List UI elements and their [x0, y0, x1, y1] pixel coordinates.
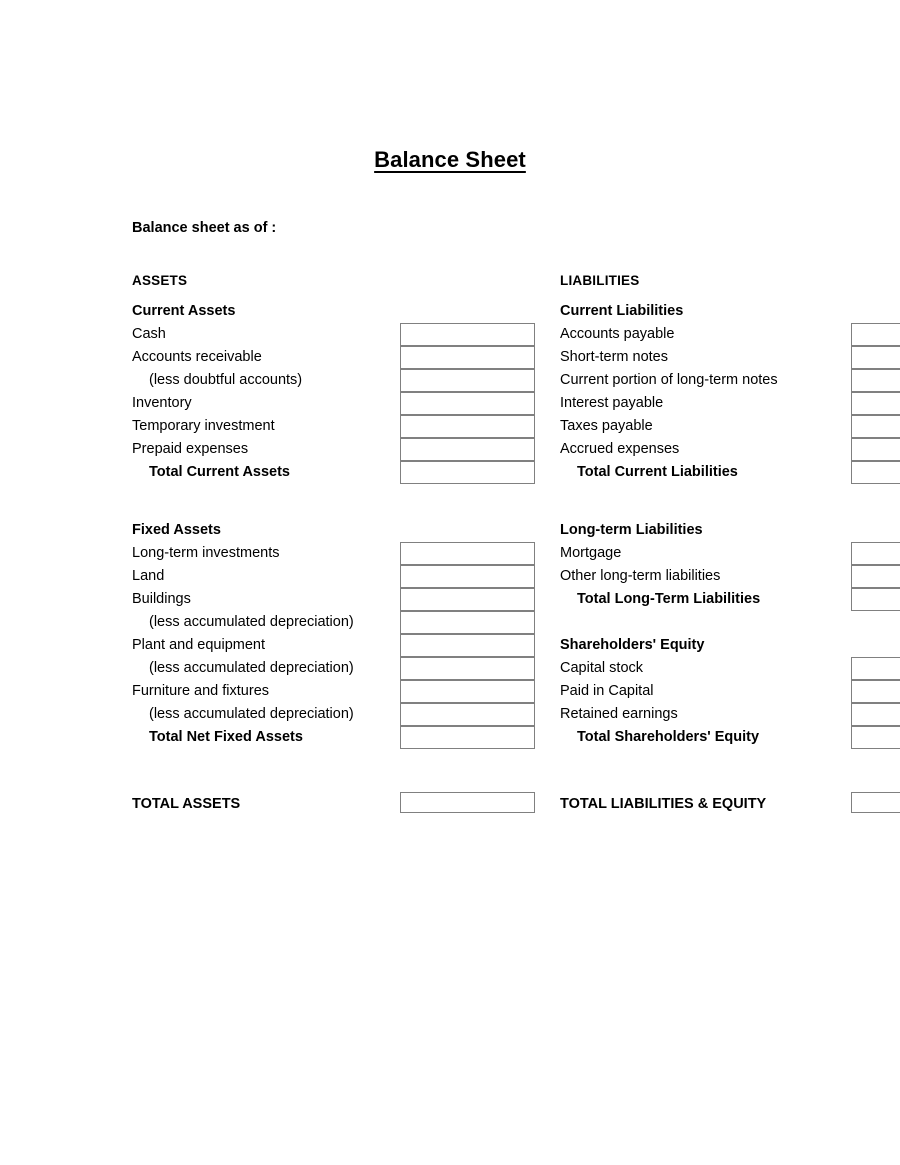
- amount-input-box[interactable]: [400, 680, 535, 703]
- amount-input-box[interactable]: [400, 588, 535, 611]
- amount-input-box[interactable]: [851, 392, 900, 415]
- section-heading-long-term-liabilities: Long-term Liabilities: [560, 522, 703, 538]
- amount-input-box[interactable]: [851, 438, 900, 461]
- amount-input-box[interactable]: [851, 792, 900, 813]
- amount-input-box[interactable]: [400, 461, 535, 484]
- assets-column-header: ASSETS: [132, 273, 188, 288]
- amount-input-box[interactable]: [851, 680, 900, 703]
- row-label-total-current-assets-6: Total Current Assets: [149, 464, 290, 480]
- row-label-furniture-and-fixtures-6: Furniture and fixtures: [132, 683, 270, 699]
- balance-sheet-asof-label: Balance sheet as of :: [132, 220, 277, 236]
- row-label-plant-and-equipment-4: Plant and equipment: [132, 637, 266, 653]
- row-label-retained-earnings-2: Retained earnings: [560, 706, 678, 722]
- row-label-inventory-3: Inventory: [132, 395, 192, 411]
- amount-input-box[interactable]: [400, 792, 535, 813]
- row-label-taxes-payable-4: Taxes payable: [560, 418, 653, 434]
- row-label-temporary-investment-4: Temporary investment: [132, 418, 275, 434]
- row-label-less-accumulated-depreciation-3: (less accumulated depreciation): [149, 614, 354, 630]
- row-label-prepaid-expenses-5: Prepaid expenses: [132, 441, 249, 457]
- row-label-total-long-term-liabilities-2: Total Long-Term Liabilities: [577, 591, 761, 607]
- amount-input-box[interactable]: [851, 542, 900, 565]
- amount-input-box[interactable]: [400, 542, 535, 565]
- row-label-total-shareholders-equity-3: Total Shareholders' Equity: [577, 729, 760, 745]
- amount-input-box[interactable]: [400, 438, 535, 461]
- row-label-less-accumulated-depreciation-7: (less accumulated depreciation): [149, 706, 354, 722]
- amount-input-box[interactable]: [400, 634, 535, 657]
- row-label-short-term-notes-1: Short-term notes: [560, 349, 668, 365]
- row-label-total-net-fixed-assets-8: Total Net Fixed Assets: [149, 729, 303, 745]
- total-assets-label: TOTAL ASSETS: [132, 796, 241, 812]
- row-label-cash-0: Cash: [132, 326, 166, 342]
- section-heading-shareholders-equity: Shareholders' Equity: [560, 637, 705, 653]
- amount-input-box[interactable]: [400, 611, 535, 634]
- row-label-other-long-term-liabilities-1: Other long-term liabilities: [560, 568, 721, 584]
- section-heading-current-assets: Current Assets: [132, 303, 236, 319]
- amount-input-box[interactable]: [400, 703, 535, 726]
- total-liabilities-equity-label: TOTAL LIABILITIES & EQUITY: [560, 796, 767, 812]
- row-label-less-accumulated-depreciation-5: (less accumulated depreciation): [149, 660, 354, 676]
- amount-input-box[interactable]: [851, 323, 900, 346]
- liabilities-column-header: LIABILITIES: [560, 273, 640, 288]
- amount-input-box[interactable]: [851, 415, 900, 438]
- row-label-buildings-2: Buildings: [132, 591, 191, 607]
- row-label-accounts-receivable-1: Accounts receivable: [132, 349, 262, 365]
- amount-input-box[interactable]: [400, 726, 535, 749]
- amount-input-box[interactable]: [851, 726, 900, 749]
- amount-input-box[interactable]: [400, 415, 535, 438]
- amount-input-box[interactable]: [400, 565, 535, 588]
- amount-input-box[interactable]: [400, 392, 535, 415]
- section-heading-current-liabilities: Current Liabilities: [560, 303, 684, 319]
- row-label-capital-stock-0: Capital stock: [560, 660, 644, 676]
- row-label-current-portion-of-long-term-notes-2: Current portion of long-term notes: [560, 372, 778, 388]
- amount-input-box[interactable]: [851, 657, 900, 680]
- amount-input-box[interactable]: [851, 346, 900, 369]
- amount-input-box[interactable]: [851, 703, 900, 726]
- row-label-accrued-expenses-5: Accrued expenses: [560, 441, 680, 457]
- amount-input-box[interactable]: [400, 369, 535, 392]
- amount-input-box[interactable]: [851, 369, 900, 392]
- section-heading-fixed-assets: Fixed Assets: [132, 522, 221, 538]
- row-label-accounts-payable-0: Accounts payable: [560, 326, 675, 342]
- amount-input-box[interactable]: [851, 565, 900, 588]
- amount-input-box[interactable]: [851, 461, 900, 484]
- row-label-mortgage-0: Mortgage: [560, 545, 622, 561]
- amount-input-box[interactable]: [400, 657, 535, 680]
- amount-input-box[interactable]: [851, 588, 900, 611]
- amount-input-box[interactable]: [400, 346, 535, 369]
- row-label-interest-payable-3: Interest payable: [560, 395, 664, 411]
- page-title: Balance Sheet: [374, 147, 526, 172]
- amount-input-box[interactable]: [400, 323, 535, 346]
- row-label-less-doubtful-accounts-2: (less doubtful accounts): [149, 372, 303, 388]
- row-label-paid-in-capital-1: Paid in Capital: [560, 683, 654, 699]
- row-label-total-current-liabilities-6: Total Current Liabilities: [577, 464, 738, 480]
- row-label-long-term-investments-0: Long-term investments: [132, 545, 280, 561]
- row-label-land-1: Land: [132, 568, 165, 584]
